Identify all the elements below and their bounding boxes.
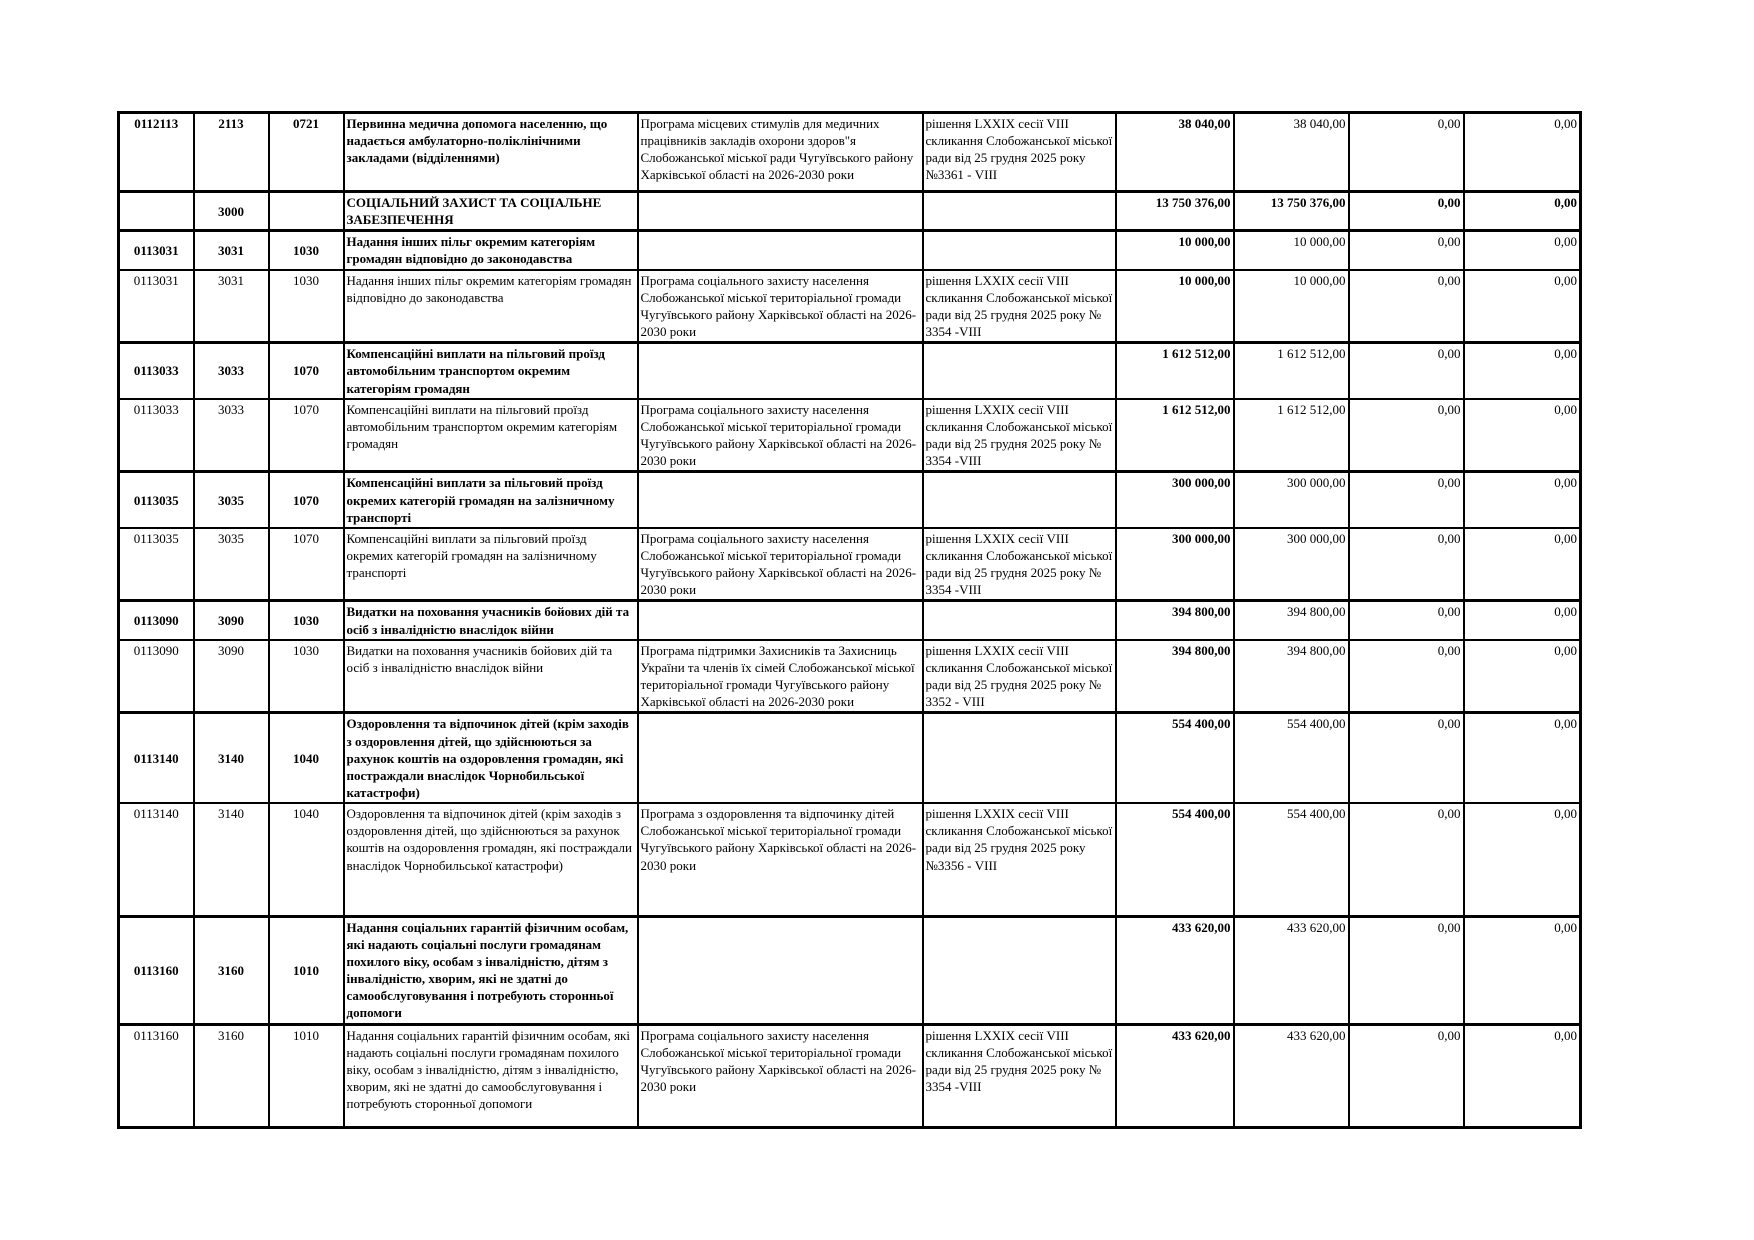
amount-cell: 554 400,00 [1234, 713, 1349, 803]
description-cell: Надання соціальних гарантій фізичним особам, які надають соціальні послуги громадянам похилого віку, особам з інвалідністю, дітям з інвалідністю, хворим, які не здатні до самообслуговування і потребують сторонньої допомоги [344, 1024, 638, 1127]
amount-cell: 0,00 [1464, 528, 1581, 601]
code-ktpkvkmb-cell: 3160 [194, 1024, 269, 1127]
decision-reference-cell: рішення LXXIX сесії VIII скликання Слобожанської міської ради від 25 грудня 2025 року № 3354 -VIII [923, 1024, 1116, 1127]
code-ktpkvkmb-cell: 3033 [194, 343, 269, 399]
description-cell: Компенсаційні виплати на пільговий проїзд автомобільним транспортом окремим категоріям громадян [344, 399, 638, 472]
code-kfkvk-cell: 1030 [269, 270, 344, 343]
table-row [119, 803, 1581, 916]
program-name-cell: Програма місцевих стимулів для медичних працівників закладів охорони здоров"я Слобожанської міської ради Чугуївського району Харківської області на 2026-2030 роки [638, 113, 923, 192]
amount-cell: 10 000,00 [1234, 231, 1349, 270]
program-name-cell: Програма підтримки Захисників та Захисниць України та членів їх сімей Слобожанської міської територіальної громади Чугуївського району Харківської області на 2026-2030 роки [638, 640, 923, 713]
decision-reference-cell [923, 192, 1116, 231]
program-name-cell: Програма соціального захисту населення Слобожанської міської територіальної громади Чугуївського району Харківської області на 2026-2030 роки [638, 270, 923, 343]
amount-cell: 10 000,00 [1116, 231, 1234, 270]
code-kfkvk-cell: 1070 [269, 472, 344, 528]
code-kfkvk-cell [269, 192, 344, 231]
description-cell: СОЦІАЛЬНИЙ ЗАХИСТ ТА СОЦІАЛЬНЕ ЗАБЕЗПЕЧЕННЯ [344, 192, 638, 231]
code-ktpkvkmb-cell: 3031 [194, 231, 269, 270]
amount-cell: 0,00 [1349, 270, 1464, 343]
code-ktpkvkmb-cell: 3035 [194, 472, 269, 528]
amount-cell: 0,00 [1349, 343, 1464, 399]
code-ktpkvkmb-cell: 3140 [194, 713, 269, 803]
code-kfkvk-cell: 0721 [269, 113, 344, 192]
amount-cell: 0,00 [1349, 472, 1464, 528]
decision-reference-cell: рішення LXXIX сесії VIII скликання Слобожанської міської ради від 25 грудня 2025 року № 3352 - VIII [923, 640, 1116, 713]
decision-reference-cell: рішення LXXIX сесії VIII скликання Слобожанської міської ради від 25 грудня 2025 року № 3354 -VIII [923, 270, 1116, 343]
amount-cell: 0,00 [1349, 399, 1464, 472]
program-name-cell [638, 601, 923, 640]
code-tpkvkmb-cell: 0113033 [119, 343, 194, 399]
budget-table [117, 111, 1582, 1129]
amount-cell: 554 400,00 [1116, 803, 1234, 916]
amount-cell: 0,00 [1349, 231, 1464, 270]
amount-cell: 300 000,00 [1116, 528, 1234, 601]
code-kfkvk-cell: 1010 [269, 1024, 344, 1127]
code-ktpkvkmb-cell: 3035 [194, 528, 269, 601]
code-tpkvkmb-cell: 0113160 [119, 1024, 194, 1127]
table-row [119, 601, 1581, 640]
amount-cell: 0,00 [1349, 528, 1464, 601]
amount-cell: 554 400,00 [1234, 803, 1349, 916]
description-cell: Первинна медична допомога населенню, що надається амбулаторно-поліклінічними закладами (відділеннями) [344, 113, 638, 192]
amount-cell: 38 040,00 [1116, 113, 1234, 192]
decision-reference-cell [923, 343, 1116, 399]
amount-cell: 1 612 512,00 [1116, 343, 1234, 399]
code-tpkvkmb-cell: 0113140 [119, 713, 194, 803]
table-row [119, 113, 1581, 192]
amount-cell: 0,00 [1464, 113, 1581, 192]
amount-cell: 433 620,00 [1234, 1024, 1349, 1127]
amount-cell: 0,00 [1464, 231, 1581, 270]
amount-cell: 394 800,00 [1116, 601, 1234, 640]
code-tpkvkmb-cell: 0113090 [119, 601, 194, 640]
table-row [119, 528, 1581, 601]
amount-cell: 0,00 [1464, 270, 1581, 343]
description-cell: Компенсаційні виплати на пільговий проїзд автомобільним транспортом окремим категоріям громадян [344, 343, 638, 399]
code-kfkvk-cell: 1070 [269, 343, 344, 399]
amount-cell: 0,00 [1349, 1024, 1464, 1127]
amount-cell: 300 000,00 [1234, 472, 1349, 528]
code-kfkvk-cell: 1030 [269, 231, 344, 270]
description-cell: Компенсаційні виплати за пільговий проїзд окремих категорій громадян на залізничному транспорті [344, 528, 638, 601]
decision-reference-cell [923, 472, 1116, 528]
code-tpkvkmb-cell [119, 192, 194, 231]
description-cell: Компенсаційні виплати за пільговий проїзд окремих категорій громадян на залізничному транспорті [344, 472, 638, 528]
amount-cell: 1 612 512,00 [1116, 399, 1234, 472]
amount-cell: 394 800,00 [1116, 640, 1234, 713]
description-cell: Надання інших пільг окремим категоріям громадян відповідно до законодавства [344, 231, 638, 270]
amount-cell: 0,00 [1349, 601, 1464, 640]
code-ktpkvkmb-cell: 3140 [194, 803, 269, 916]
amount-cell: 38 040,00 [1234, 113, 1349, 192]
table-row [119, 916, 1581, 1024]
amount-cell: 1 612 512,00 [1234, 343, 1349, 399]
code-kfkvk-cell: 1040 [269, 713, 344, 803]
amount-cell: 433 620,00 [1234, 916, 1349, 1024]
code-tpkvkmb-cell: 0113160 [119, 916, 194, 1024]
decision-reference-cell [923, 601, 1116, 640]
code-tpkvkmb-cell: 0113031 [119, 231, 194, 270]
amount-cell: 0,00 [1464, 192, 1581, 231]
table-row [119, 192, 1581, 231]
code-tpkvkmb-cell: 0112113 [119, 113, 194, 192]
code-tpkvkmb-cell: 0113035 [119, 472, 194, 528]
amount-cell: 0,00 [1349, 713, 1464, 803]
code-ktpkvkmb-cell: 3090 [194, 640, 269, 713]
code-kfkvk-cell: 1070 [269, 399, 344, 472]
decision-reference-cell: рішення LXXIX сесії VIII скликання Слобожанської міської ради від 25 грудня 2025 року №3361 - VIII [923, 113, 1116, 192]
amount-cell: 0,00 [1464, 601, 1581, 640]
amount-cell: 0,00 [1464, 713, 1581, 803]
table-row [119, 270, 1581, 343]
amount-cell: 394 800,00 [1234, 601, 1349, 640]
table-row [119, 231, 1581, 270]
amount-cell: 0,00 [1349, 640, 1464, 713]
program-name-cell [638, 916, 923, 1024]
description-cell: Надання інших пільг окремим категоріям громадян відповідно до законодавства [344, 270, 638, 343]
amount-cell: 300 000,00 [1116, 472, 1234, 528]
table-row [119, 713, 1581, 803]
decision-reference-cell: рішення LXXIX сесії VIII скликання Слобожанської міської ради від 25 грудня 2025 року № 3354 -VIII [923, 399, 1116, 472]
code-tpkvkmb-cell: 0113031 [119, 270, 194, 343]
description-cell: Видатки на поховання учасників бойових дій та осіб з інвалідністю внаслідок війни [344, 640, 638, 713]
amount-cell: 13 750 376,00 [1116, 192, 1234, 231]
code-kfkvk-cell: 1070 [269, 528, 344, 601]
table-row [119, 472, 1581, 528]
code-kfkvk-cell: 1010 [269, 916, 344, 1024]
code-ktpkvkmb-cell: 3031 [194, 270, 269, 343]
program-name-cell: Програма з оздоровлення та відпочинку дітей Слобожанської міської територіальної громади Чугуївського району Харківської області на 2026-2030 роки [638, 803, 923, 916]
code-tpkvkmb-cell: 0113090 [119, 640, 194, 713]
amount-cell: 10 000,00 [1116, 270, 1234, 343]
code-ktpkvkmb-cell: 3033 [194, 399, 269, 472]
description-cell: Видатки на поховання учасників бойових дій та осіб з інвалідністю внаслідок війни [344, 601, 638, 640]
amount-cell: 554 400,00 [1116, 713, 1234, 803]
code-ktpkvkmb-cell: 3000 [194, 192, 269, 231]
amount-cell: 394 800,00 [1234, 640, 1349, 713]
amount-cell: 10 000,00 [1234, 270, 1349, 343]
amount-cell: 0,00 [1464, 803, 1581, 916]
table-row [119, 1024, 1581, 1127]
description-cell: Оздоровлення та відпочинок дітей (крім заходів з оздоровлення дітей, що здійснюються за рахунок коштів на оздоровлення громадян, які постраждали внаслідок Чорнобильської катастрофи) [344, 713, 638, 803]
amount-cell: 0,00 [1464, 472, 1581, 528]
decision-reference-cell: рішення LXXIX сесії VIII скликання Слобожанської міської ради від 25 грудня 2025 року №3356 - VIII [923, 803, 1116, 916]
amount-cell: 300 000,00 [1234, 528, 1349, 601]
amount-cell: 0,00 [1349, 916, 1464, 1024]
code-kfkvk-cell: 1030 [269, 601, 344, 640]
amount-cell: 13 750 376,00 [1234, 192, 1349, 231]
program-name-cell [638, 713, 923, 803]
program-name-cell [638, 192, 923, 231]
amount-cell: 0,00 [1464, 640, 1581, 713]
amount-cell: 0,00 [1464, 916, 1581, 1024]
program-name-cell [638, 472, 923, 528]
amount-cell: 0,00 [1349, 192, 1464, 231]
decision-reference-cell [923, 916, 1116, 1024]
code-kfkvk-cell: 1040 [269, 803, 344, 916]
code-kfkvk-cell: 1030 [269, 640, 344, 713]
amount-cell: 0,00 [1464, 399, 1581, 472]
code-tpkvkmb-cell: 0113033 [119, 399, 194, 472]
code-ktpkvkmb-cell: 3160 [194, 916, 269, 1024]
program-name-cell [638, 231, 923, 270]
program-name-cell [638, 343, 923, 399]
code-ktpkvkmb-cell: 2113 [194, 113, 269, 192]
table-row [119, 343, 1581, 399]
amount-cell: 1 612 512,00 [1234, 399, 1349, 472]
amount-cell: 433 620,00 [1116, 1024, 1234, 1127]
decision-reference-cell [923, 713, 1116, 803]
program-name-cell: Програма соціального захисту населення Слобожанської міської територіальної громади Чугуївського району Харківської області на 2026-2030 роки [638, 528, 923, 601]
program-name-cell: Програма соціального захисту населення Слобожанської міської територіальної громади Чугуївського району Харківської області на 2026-2030 роки [638, 1024, 923, 1127]
table-row [119, 399, 1581, 472]
description-cell: Надання соціальних гарантій фізичним особам, які надають соціальні послуги громадянам похилого віку, особам з інвалідністю, дітям з інвалідністю, хворим, які не здатні до самообслуговування і потребують сторонньої допомоги [344, 916, 638, 1024]
program-name-cell: Програма соціального захисту населення Слобожанської міської територіальної громади Чугуївського району Харківської області на 2026-2030 роки [638, 399, 923, 472]
decision-reference-cell: рішення LXXIX сесії VIII скликання Слобожанської міської ради від 25 грудня 2025 року № 3354 -VIII [923, 528, 1116, 601]
amount-cell: 0,00 [1349, 113, 1464, 192]
budget-table-body [119, 113, 1581, 1128]
amount-cell: 433 620,00 [1116, 916, 1234, 1024]
code-tpkvkmb-cell: 0113035 [119, 528, 194, 601]
code-ktpkvkmb-cell: 3090 [194, 601, 269, 640]
code-tpkvkmb-cell: 0113140 [119, 803, 194, 916]
amount-cell: 0,00 [1464, 1024, 1581, 1127]
decision-reference-cell [923, 231, 1116, 270]
amount-cell: 0,00 [1464, 343, 1581, 399]
table-row [119, 640, 1581, 713]
description-cell: Оздоровлення та відпочинок дітей (крім заходів з оздоровлення дітей, що здійснюються за рахунок коштів на оздоровлення громадян, які постраждали внаслідок Чорнобильської катастрофи) [344, 803, 638, 916]
amount-cell: 0,00 [1349, 803, 1464, 916]
